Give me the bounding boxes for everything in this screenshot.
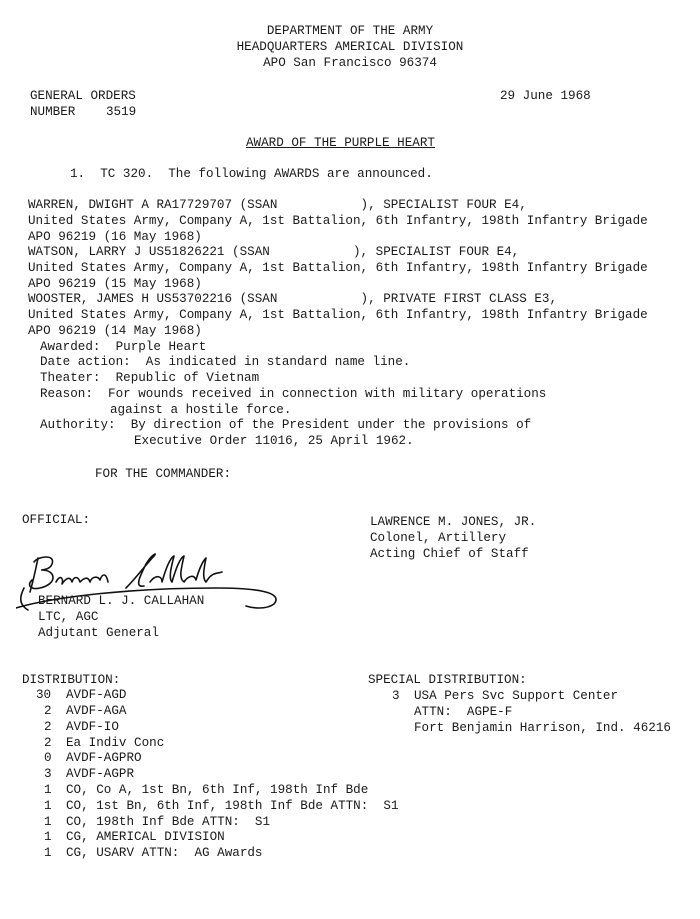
order-date: 29 June 1968: [500, 89, 591, 103]
distribution-item: CO, 1st Bn, 6th Inf, 198th Inf Bde ATTN: S1: [66, 799, 399, 813]
distribution-count: 1: [44, 799, 52, 813]
recipient-apo-line: APO 96219 (16 May 1968): [28, 230, 202, 244]
distribution-item: CO, Co A, 1st Bn, 6th Inf, 198th Inf Bde: [66, 783, 369, 797]
signer-rank: Colonel, Artillery: [370, 531, 507, 545]
distribution-item: CG, USARV ATTN: AG Awards: [66, 846, 263, 860]
distribution-count: 3: [44, 767, 52, 781]
recipient-apo-line: APO 96219 (14 May 1968): [28, 324, 202, 338]
distribution-item: Ea Indiv Conc: [66, 736, 165, 750]
special-distribution-label: SPECIAL DISTRIBUTION:: [368, 673, 527, 687]
intro-paragraph: 1. TC 320. The following AWARDS are announced.: [70, 167, 433, 181]
distribution-count: 1: [44, 815, 52, 829]
recipient-unit-line: United States Army, Company A, 1st Battalion, 6th Infantry, 198th Infantry Brigade: [28, 308, 648, 322]
authority-continuation: Executive Order 11016, 25 April 1962.: [134, 434, 414, 448]
distribution-count: 2: [44, 704, 52, 718]
distribution-item: CG, AMERICAL DIVISION: [66, 830, 225, 844]
special-distribution-attn: ATTN: AGPE-F: [414, 705, 513, 719]
reason-line: Reason: For wounds received in connection with military operations: [40, 387, 547, 401]
special-distribution-location: Fort Benjamin Harrison, Ind. 46216: [414, 721, 671, 735]
special-distribution-count: 3: [392, 689, 400, 703]
official-title: Adjutant General: [38, 626, 159, 640]
official-name: BERNARD L. J. CALLAHAN: [38, 594, 205, 608]
authority-line: Authority: By direction of the President under the provisions of: [40, 418, 532, 432]
distribution-item: AVDF-AGPR: [66, 767, 135, 781]
distribution-count: 1: [44, 830, 52, 844]
recipient-unit-line: United States Army, Company A, 1st Battalion, 6th Infantry, 198th Infantry Brigade: [28, 214, 648, 228]
recipient-name-line: WOOSTER, JAMES H US53702216 (SSAN ), PRIVATE FIRST CLASS E3,: [28, 292, 558, 306]
order-title: AWARD OF THE PURPLE HEART: [246, 136, 435, 150]
official-rank: LTC, AGC: [38, 610, 99, 624]
signer-title: Acting Chief of Staff: [370, 547, 529, 561]
date-action-line: Date action: As indicated in standard name line.: [40, 355, 411, 369]
header-line-department: DEPARTMENT OF THE ARMY: [266, 24, 434, 38]
distribution-count: 30: [36, 688, 52, 702]
recipient-apo-line: APO 96219 (15 May 1968): [28, 277, 202, 291]
signer-name: LAWRENCE M. JONES, JR.: [370, 515, 537, 529]
distribution-count: 2: [44, 720, 52, 734]
distribution-item: AVDF-AGPRO: [66, 751, 142, 765]
theater-line: Theater: Republic of Vietnam: [40, 371, 260, 385]
distribution-label: DISTRIBUTION:: [22, 673, 121, 687]
distribution-count: 1: [44, 783, 52, 797]
official-label: OFFICIAL:: [22, 513, 91, 527]
reason-continuation: against a hostile force.: [110, 403, 292, 417]
distribution-count: 2: [44, 736, 52, 750]
recipient-unit-line: United States Army, Company A, 1st Battalion, 6th Infantry, 198th Infantry Brigade: [28, 261, 648, 275]
distribution-item: AVDF-AGD: [66, 688, 127, 702]
distribution-count: 0: [44, 751, 52, 765]
for-the-commander: FOR THE COMMANDER:: [95, 467, 232, 481]
general-orders-label: GENERAL ORDERS: [30, 89, 136, 103]
recipient-name-line: WATSON, LARRY J US51826221 (SSAN ), SPECIALIST FOUR E4,: [28, 245, 520, 259]
distribution-count: 1: [44, 846, 52, 860]
distribution-item: AVDF-AGA: [66, 704, 127, 718]
order-number-label: NUMBER: [30, 105, 76, 119]
awarded-line: Awarded: Purple Heart: [40, 340, 207, 354]
recipient-name-line: WARREN, DWIGHT A RA17729707 (SSAN ), SPECIALIST FOUR E4,: [28, 198, 527, 212]
header-line-headquarters: HEADQUARTERS AMERICAL DIVISION: [236, 40, 464, 54]
special-distribution-addressee: USA Pers Svc Support Center: [414, 689, 619, 703]
header-line-apo: APO San Francisco 96374: [263, 56, 437, 70]
distribution-item: CO, 198th Inf Bde ATTN: S1: [66, 815, 271, 829]
order-number: 3519: [106, 105, 137, 119]
distribution-item: AVDF-IO: [66, 720, 119, 734]
